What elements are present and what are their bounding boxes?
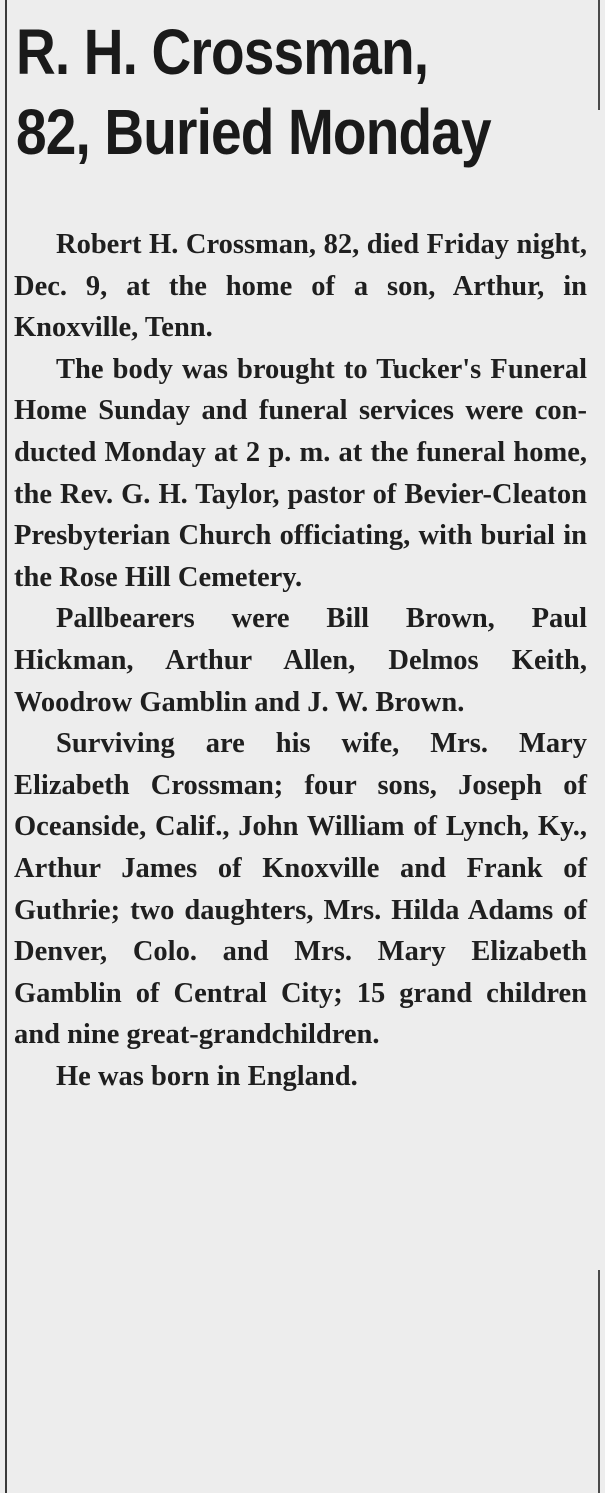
- headline-line-2: 82, Buried Monday: [16, 96, 491, 168]
- column-rule-left: [5, 0, 7, 1493]
- column-rule-right-top: [598, 0, 600, 110]
- headline: [16, 12, 491, 172]
- headline-line-1: R. H. Crossman,: [16, 16, 429, 88]
- paragraph-birthplace: He was born in England.: [56, 1060, 358, 1092]
- paragraph-pallbearers: Pallbearers were Bill Brown, Paul Hickman, Arthur Allen, Delmos Keith, Woodrow Gamblin and J. W. Brown.: [14, 603, 587, 718]
- paragraph-funeral-services: The body was brought to Tucker's Funeral Home Sunday and funeral services were conducted Monday at 2 p. m. at the funeral home, the Rev. G. H. Taylor, pastor of Bevier-Cleaton Presbyterian Church officiating, with burial in the Rose Hill Cemetery.: [14, 353, 587, 593]
- paragraph-survivors: Surviving are his wife, Mrs. Mary Elizabeth Crossman; four sons, Joseph of Oceanside, Calif., John William of Lynch, Ky., Arthur James of Knoxville and Frank of Guthrie; two daughters, Mrs. Hilda Adams of Denver, Colo. and Mrs. Mary Elizabeth Gamblin of Central City; 15 grand children and nine great-grandchildren.: [14, 728, 587, 1051]
- article-body: [14, 224, 587, 1097]
- column-rule-right-bottom: [598, 1270, 600, 1493]
- paragraph-death-notice: Robert H. Crossman, 82, died Friday night, Dec. 9, at the home of a son, Arthur, in Knoxville, Tenn.: [14, 229, 587, 344]
